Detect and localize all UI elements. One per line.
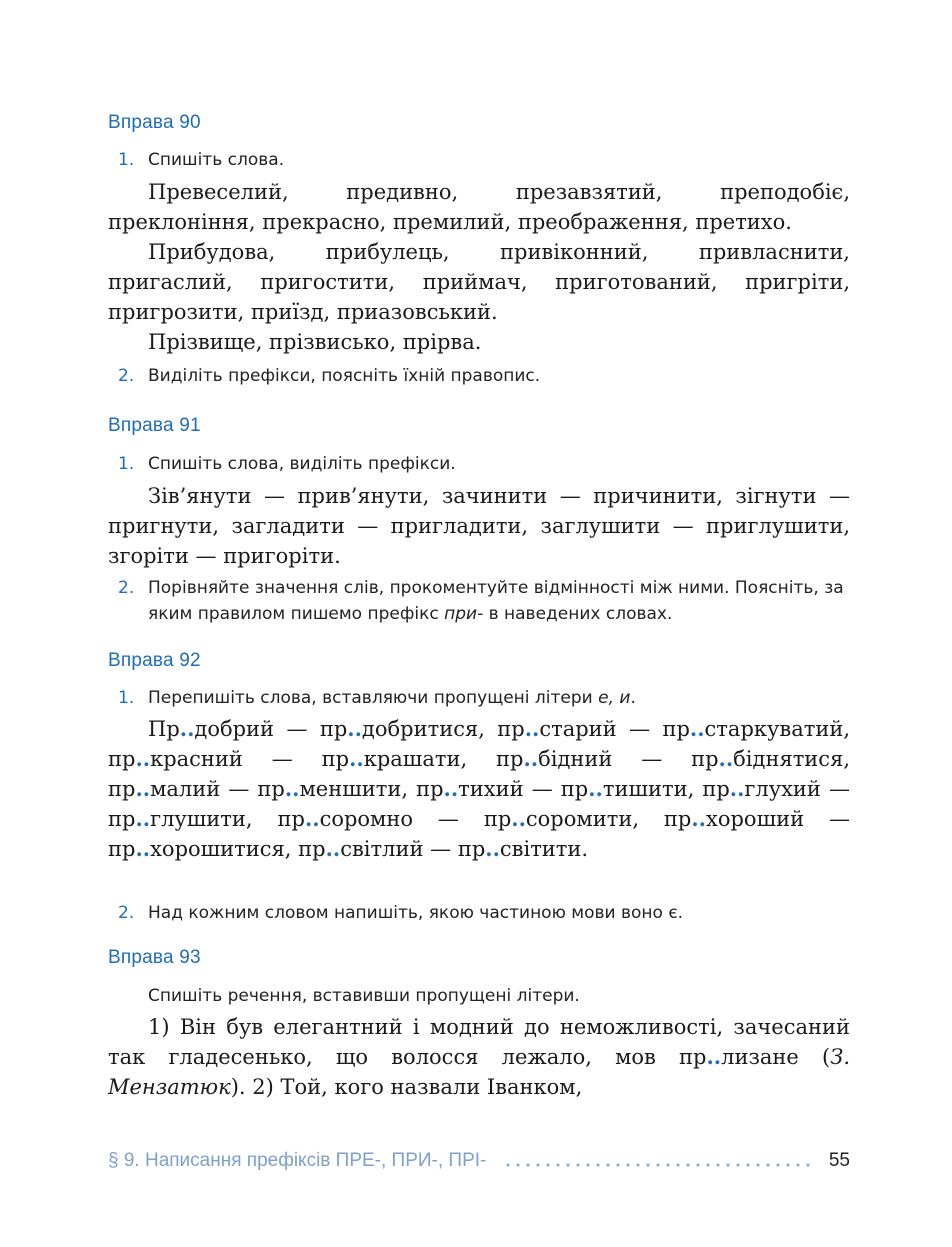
- sentence-text: 1) Він був елегантний і модний до неможливості, зачесаний так гладесенько, що волосся лежало, мов пр: [108, 1015, 850, 1069]
- author-name: З. Мензатюк: [108, 1045, 850, 1099]
- chapter-title: § 9. Написання префіксів ПРЕ-, ПРИ-, ПРІ-: [108, 1150, 487, 1171]
- exercise-90-task-1: [118, 147, 850, 173]
- task-text-end: в наведених словах.: [483, 604, 673, 624]
- word-fragment: біднятися, пр: [108, 747, 850, 801]
- exercise-90-task-2: [118, 363, 850, 389]
- task-text: Спишіть речення, вставивши пропущені літери.: [148, 986, 580, 1006]
- word-list-paragraph: Превеселий, предивно, презавзятий, преподобіє, преклоніння, прекрасно, премилий, преображення, претихо.: [108, 180, 850, 234]
- exercise-93-text: [108, 1012, 850, 1102]
- missing-letter-dots: ..: [443, 776, 459, 801]
- missing-letter-dots: ..: [588, 776, 603, 801]
- task-text: Перепишіть слова, вставляючи пропущені літери: [148, 688, 599, 708]
- task-text: Над кожним словом напишіть, якою частиною мови воно є.: [148, 903, 684, 923]
- exercise-92-task-2: [118, 900, 850, 926]
- missing-letter-dots: ..: [349, 746, 364, 771]
- missing-letter-dots: ..: [523, 746, 539, 771]
- task-number: 2.: [118, 366, 135, 386]
- word-fragment: соромити, пр: [525, 807, 692, 831]
- missing-letter-dots: ..: [729, 776, 745, 801]
- exercise-93-task: [118, 983, 850, 1009]
- page-number: 55: [828, 1150, 850, 1171]
- missing-letter-dots: ..: [135, 776, 151, 801]
- task-text: Спишіть слова, виділіть префікси.: [148, 454, 456, 474]
- task-prefix-italic: при-: [444, 604, 484, 624]
- missing-letters-paragraph: [108, 714, 850, 864]
- missing-letter-dots: ..: [485, 836, 500, 861]
- missing-letter-dots: ..: [284, 776, 300, 801]
- task-number: 1.: [118, 688, 135, 708]
- missing-letter-dots: ..: [135, 836, 151, 861]
- word-fragment: старий — пр: [539, 717, 690, 741]
- missing-letter-dots: ..: [135, 806, 151, 831]
- word-fragment: хороший — пр: [108, 807, 850, 861]
- exercise-92-text: [108, 714, 850, 864]
- word-fragment: добритися, пр: [361, 717, 525, 741]
- missing-letter-dots: ..: [304, 806, 320, 831]
- task-number: 1.: [118, 454, 135, 474]
- word-fragment: малий — пр: [150, 777, 285, 801]
- word-fragment: добрий — пр: [194, 717, 348, 741]
- word-fragment: бідний — пр: [538, 747, 719, 771]
- exercise-91-task-2: [118, 575, 850, 627]
- task-text-end: .: [630, 688, 636, 708]
- missing-letter-dots: ..: [135, 746, 151, 771]
- page-footer: [108, 1150, 850, 1178]
- task-number: 1.: [118, 150, 135, 170]
- word-list-paragraph: Прибудова, прибулець, привіконний, привласнити, пригаслий, пригостити, приймач, приготований, пригріти, пригрозити, приїзд, приазовський.: [108, 240, 850, 324]
- sentence-text: ). 2) Той, кого назвали Іванком,: [230, 1075, 583, 1099]
- exercise-91-task-1: [118, 451, 850, 477]
- word-fragment: меншити, пр: [299, 777, 444, 801]
- exercise-92-task-1: [118, 685, 850, 711]
- word-fragment: глушити, пр: [150, 807, 305, 831]
- word-fragment: тихий — пр: [458, 777, 589, 801]
- word-fragment: світлий — пр: [340, 837, 486, 861]
- missing-letter-dots: ..: [347, 716, 362, 741]
- exercise-90-heading: Вправа 90: [108, 112, 201, 133]
- missing-letter-dots: ..: [706, 1044, 722, 1069]
- exercise-93-heading: Вправа 93: [108, 947, 201, 968]
- word-list-paragraph: Прізвище, прізвисько, прірва.: [148, 330, 482, 354]
- missing-letter-dots: ..: [511, 806, 526, 831]
- word-fragment: старкуватий, пр: [108, 717, 850, 771]
- word-pairs-paragraph: Зів’янути — прив’янути, зачинити — причинити, зігнути — пригнути, загладити — пригладити, заглушити — приглушити, згоріти — пригоріти.: [108, 484, 850, 568]
- exercise-91-text: [108, 481, 850, 571]
- missing-letter-dots: ..: [179, 716, 195, 741]
- task-number: 2.: [118, 903, 135, 923]
- exercise-90-text: [108, 177, 850, 357]
- word-fragment: глухий — пр: [108, 777, 850, 831]
- word-fragment: соромно — пр: [319, 807, 512, 831]
- task-letters-italic: е, и: [598, 688, 631, 708]
- sentences-paragraph: [108, 1012, 850, 1102]
- exercise-91-heading: Вправа 91: [108, 415, 201, 436]
- word-fragment: крашати, пр: [363, 747, 524, 771]
- word-fragment: Пр: [148, 717, 180, 741]
- sentence-text: лизане (: [721, 1045, 831, 1069]
- word-fragment: світити.: [499, 837, 589, 861]
- task-number: 2.: [118, 578, 135, 598]
- task-text: Виділіть префікси, поясніть їхній правопис.: [148, 366, 541, 386]
- missing-letter-dots: ..: [691, 806, 706, 831]
- missing-letter-dots: ..: [524, 716, 540, 741]
- word-fragment: красний — пр: [150, 747, 350, 771]
- word-fragment: тишити, пр: [602, 777, 730, 801]
- task-text: Порівняйте значення слів, прокоментуйте відмінності між ними. Поясніть, за яким правилом пишемо префікс: [148, 578, 844, 624]
- task-text: Спишіть слова.: [148, 150, 285, 170]
- missing-letter-dots: ..: [689, 716, 705, 741]
- dot-leader: [503, 1163, 813, 1167]
- missing-letter-dots: ..: [718, 746, 734, 771]
- missing-letter-dots: ..: [325, 836, 341, 861]
- word-fragment: хорошитися, пр: [150, 837, 326, 861]
- exercise-92-heading: Вправа 92: [108, 650, 201, 671]
